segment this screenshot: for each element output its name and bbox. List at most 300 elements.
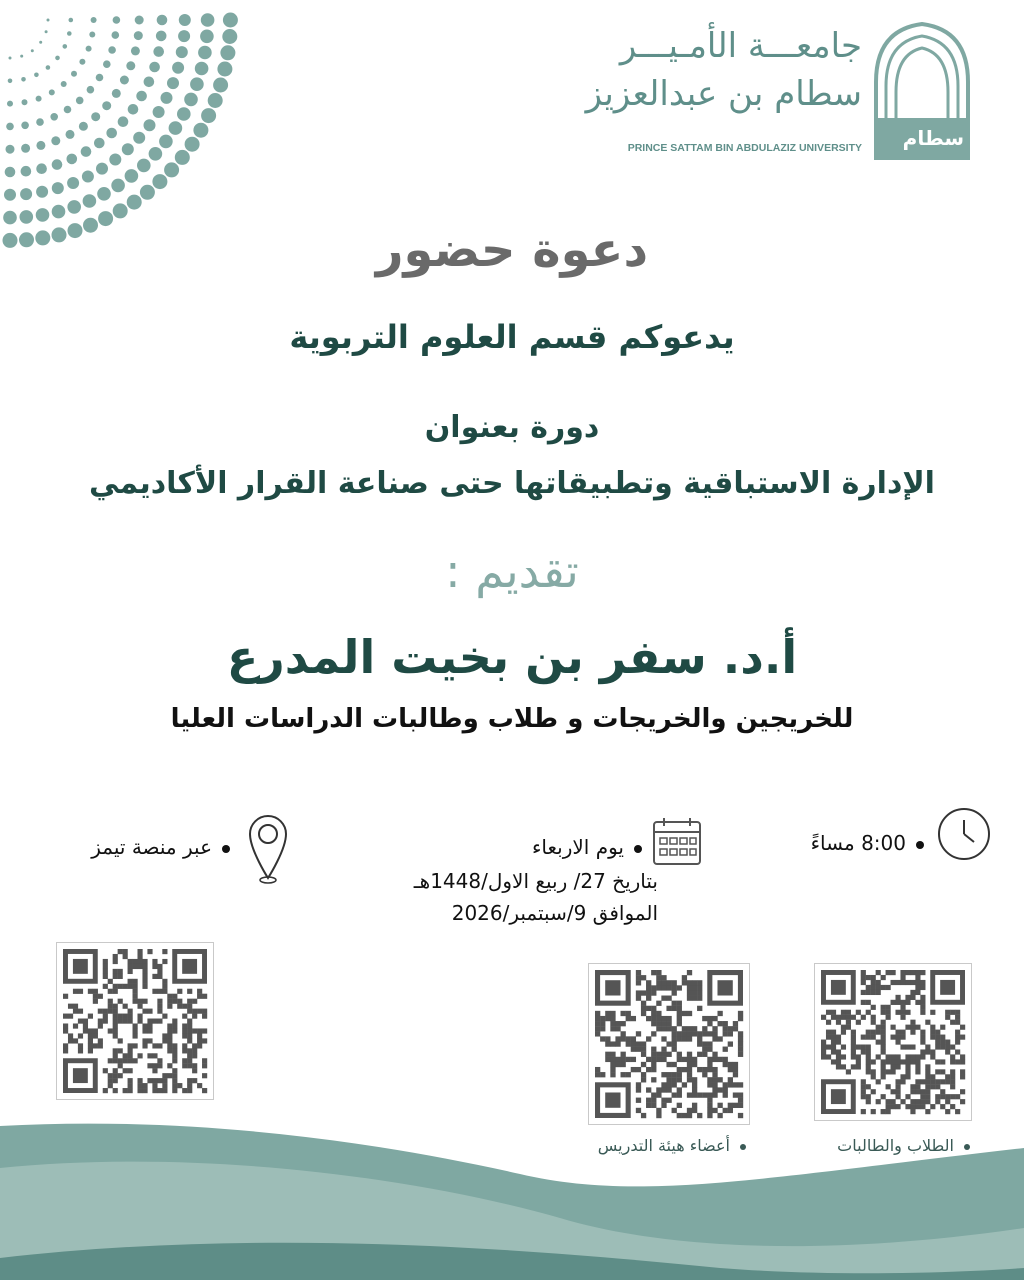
qr-module	[646, 1087, 651, 1092]
qr-module	[157, 1004, 162, 1009]
qr-module	[152, 989, 157, 994]
qr-module	[641, 1011, 646, 1016]
decorative-dot	[91, 17, 97, 23]
qr-module	[167, 999, 172, 1004]
qr-module	[900, 975, 905, 980]
decorative-dot	[112, 89, 121, 98]
qr-module	[631, 1047, 636, 1052]
qr-module	[891, 1064, 896, 1069]
qr-module	[641, 1052, 646, 1057]
decorative-dot	[120, 76, 129, 85]
qr-module	[656, 1026, 661, 1031]
qr-module	[915, 990, 920, 995]
qr-module	[133, 1028, 138, 1033]
qr-module	[172, 1019, 177, 1024]
qr-module	[666, 1006, 671, 1011]
qr-module	[187, 999, 192, 1004]
qr-module	[157, 989, 162, 994]
qr-module	[128, 1014, 133, 1019]
qr-module	[692, 1057, 697, 1062]
qr-module	[133, 1058, 138, 1063]
qr-module	[661, 1036, 666, 1041]
qr-module	[68, 1038, 73, 1043]
qr-module	[651, 1067, 656, 1072]
qr-module	[192, 1009, 197, 1014]
qr-module	[93, 1043, 98, 1048]
qr-module	[955, 1059, 960, 1064]
qr-module	[133, 979, 138, 984]
qr-module	[905, 995, 910, 1000]
qr-module	[871, 1089, 876, 1094]
qr-module	[856, 1010, 861, 1015]
bullet-icon	[634, 845, 642, 853]
qr-module	[108, 1058, 113, 1063]
qr-module	[137, 959, 142, 964]
qr-module	[905, 1064, 910, 1069]
qr-module	[651, 1016, 656, 1021]
qr-module	[162, 1078, 167, 1083]
qr-module	[940, 1035, 945, 1040]
qr-module	[905, 1094, 910, 1099]
presenter-name: أ.د. سفر بن بخيت المدرع	[226, 630, 798, 684]
qr-module	[672, 1082, 677, 1087]
qr-module	[702, 1026, 707, 1031]
qr-module	[702, 1047, 707, 1052]
qr-module	[133, 999, 138, 1004]
logo-arabic-line2: سطام بن عبدالعزيز	[585, 74, 862, 114]
qr-module	[118, 949, 123, 954]
qr-module	[826, 1035, 831, 1040]
qr-module	[626, 1016, 631, 1021]
decorative-dot	[222, 29, 237, 44]
qr-module	[157, 1058, 162, 1063]
qr-module	[133, 964, 138, 969]
qr-module	[871, 1069, 876, 1074]
qr-module	[108, 1028, 113, 1033]
qr-module	[133, 959, 138, 964]
decorative-dot	[97, 187, 111, 201]
qr-module	[142, 964, 147, 969]
qr-module	[63, 1043, 68, 1048]
qr-module	[905, 1059, 910, 1064]
qr-module	[172, 1083, 177, 1088]
qr-module	[147, 1019, 152, 1024]
qr-module	[641, 1001, 646, 1006]
qr-module	[651, 1021, 656, 1026]
qr-module	[152, 1083, 157, 1088]
qr-module	[920, 980, 925, 985]
qr-module	[945, 1015, 950, 1020]
qr-module	[846, 1010, 851, 1015]
qr-module	[157, 964, 162, 969]
qr-module	[605, 1011, 610, 1016]
qr-module	[651, 1006, 656, 1011]
qr-module	[123, 1019, 128, 1024]
qr-module	[113, 1078, 118, 1083]
qr-module	[687, 985, 692, 990]
qr-module	[905, 1054, 910, 1059]
decorative-dot	[61, 81, 67, 87]
qr-module	[661, 985, 666, 990]
qr-module	[697, 1006, 702, 1011]
qr-module	[63, 1028, 68, 1033]
qr-module	[142, 959, 147, 964]
hijri-date: بتاريخ 27/ ربيع الاول/1448هـ	[413, 869, 658, 893]
decorative-dot	[113, 203, 128, 218]
qr-module	[687, 1067, 692, 1072]
qr-module	[935, 1099, 940, 1104]
qr-module	[836, 1059, 841, 1064]
decorative-dot	[20, 188, 32, 200]
qr-module	[147, 949, 152, 954]
qr-module	[142, 1023, 147, 1028]
qr-module	[672, 1026, 677, 1031]
qr-module	[692, 990, 697, 995]
qr-module	[940, 1059, 945, 1064]
qr-code-image	[589, 964, 749, 1124]
qr-module	[728, 1067, 733, 1072]
qr-module	[605, 1052, 610, 1057]
qr-module	[63, 994, 68, 999]
qr-module	[915, 970, 920, 975]
qr-module	[88, 989, 93, 994]
decorative-dot	[67, 200, 81, 214]
qr-module	[915, 975, 920, 980]
decorative-dot	[153, 106, 165, 118]
decorative-dot	[67, 31, 72, 36]
decorative-dot	[176, 46, 188, 58]
qr-module	[172, 994, 177, 999]
qr-module	[621, 1062, 626, 1067]
qr-module	[692, 1031, 697, 1036]
qr-module	[895, 1054, 900, 1059]
qr-module	[137, 1083, 142, 1088]
decorative-dot	[201, 108, 216, 123]
qr-module	[615, 1057, 620, 1062]
qr-module	[93, 999, 98, 1004]
qr-module	[687, 1062, 692, 1067]
decorative-dot	[128, 104, 139, 115]
qr-module	[666, 1016, 671, 1021]
qr-module	[831, 1059, 836, 1064]
qr-module	[651, 1077, 656, 1082]
qr-module	[682, 1082, 687, 1087]
qr-module	[626, 1036, 631, 1041]
qr-module	[723, 1062, 728, 1067]
qr-module	[881, 1069, 886, 1074]
qr-module	[910, 1030, 915, 1035]
qr-module	[661, 1072, 666, 1077]
event-platform	[91, 832, 230, 862]
decorative-dot	[7, 101, 13, 107]
qr-module	[162, 979, 167, 984]
qr-module	[197, 1028, 202, 1033]
decorative-dot	[96, 74, 104, 82]
faculty-label-text: أعضاء هيئة التدريس	[597, 1136, 730, 1155]
qr-module	[98, 1043, 103, 1048]
qr-module	[142, 1028, 147, 1033]
qr-module	[621, 1021, 626, 1026]
decorative-dot	[36, 141, 45, 150]
decorative-dot	[201, 13, 215, 27]
qr-module	[661, 980, 666, 985]
qr-module	[636, 1098, 641, 1103]
qr-module	[656, 1011, 661, 1016]
qr-module	[920, 1005, 925, 1010]
qr-module	[841, 1015, 846, 1020]
qr-module	[113, 1009, 118, 1014]
qr-module	[118, 1073, 123, 1078]
qr-module	[167, 1033, 172, 1038]
qr-module	[712, 1082, 717, 1087]
decorative-dot	[71, 71, 77, 77]
page-title: دعوة حضور	[375, 222, 649, 278]
qr-module	[841, 1054, 846, 1059]
qr-module	[147, 1009, 152, 1014]
qr-module	[677, 1057, 682, 1062]
decorative-dot	[122, 143, 134, 155]
qr-module	[152, 1068, 157, 1073]
qr-module	[605, 1092, 620, 1107]
decorative-dot-pattern	[0, 0, 260, 260]
qr-module	[895, 1084, 900, 1089]
qr-module	[157, 969, 162, 974]
qr-module	[610, 1041, 615, 1046]
qr-module	[73, 1009, 78, 1014]
qr-module	[103, 969, 108, 974]
qr-module	[895, 1040, 900, 1045]
qr-module	[841, 1044, 846, 1049]
qr-module	[672, 1092, 677, 1097]
qr-module	[881, 1074, 886, 1079]
qr-module	[895, 1035, 900, 1040]
qr-module	[940, 1040, 945, 1045]
qr-module	[866, 1030, 871, 1035]
qr-module	[733, 1072, 738, 1077]
qr-module	[98, 1019, 103, 1024]
decorative-dot	[159, 135, 173, 149]
qr-module	[162, 1083, 167, 1088]
qr-module	[162, 1033, 167, 1038]
decorative-dot	[175, 150, 190, 165]
qr-module	[960, 1035, 965, 1040]
presenter-label: تقديم :	[445, 544, 579, 598]
qr-module	[641, 1062, 646, 1067]
qr-module	[636, 1087, 641, 1092]
qr-module	[915, 1079, 920, 1084]
qr-module	[925, 1020, 930, 1025]
qr-module	[881, 1059, 886, 1064]
qr-module	[656, 970, 661, 975]
qr-module	[636, 996, 641, 1001]
qr-module	[856, 1054, 861, 1059]
qr-module	[677, 1021, 682, 1026]
qr-module	[900, 1099, 905, 1104]
qr-module	[147, 1028, 152, 1033]
qr-module	[900, 1074, 905, 1079]
decorative-dot	[131, 46, 140, 55]
qr-module	[128, 1088, 133, 1093]
decorative-dot	[64, 106, 72, 114]
qr-module	[677, 1052, 682, 1057]
qr-module	[98, 1038, 103, 1043]
qr-module	[821, 1054, 826, 1059]
qr-module	[636, 1041, 641, 1046]
qr-module	[123, 954, 128, 959]
qr-module	[63, 1023, 68, 1028]
qr-module	[910, 1084, 915, 1089]
qr-module	[152, 959, 157, 964]
qr-module	[891, 1035, 896, 1040]
qr-module	[661, 996, 666, 1001]
qr-module	[831, 1040, 836, 1045]
qr-module	[157, 1009, 162, 1014]
students-qr-code[interactable]	[814, 963, 972, 1121]
qr-module	[851, 1049, 856, 1054]
gregorian-date: الموافق 9/سبتمبر/2026	[451, 901, 658, 925]
qr-module	[187, 1009, 192, 1014]
qr-module	[895, 1089, 900, 1094]
qr-module	[661, 975, 666, 980]
qr-module	[945, 1099, 950, 1104]
qr-module	[167, 1048, 172, 1053]
qr-module	[93, 994, 98, 999]
qr-module	[646, 980, 651, 985]
qr-module	[895, 1094, 900, 1099]
qr-module	[905, 1074, 910, 1079]
qr-module	[836, 1049, 841, 1054]
qr-module	[672, 1047, 677, 1052]
qr-module	[152, 1063, 157, 1068]
qr-module	[697, 1041, 702, 1046]
qr-module	[930, 1084, 935, 1089]
decorative-dot	[106, 128, 117, 139]
qr-module	[950, 1079, 955, 1084]
decorative-dot	[89, 32, 95, 38]
qr-module	[940, 1025, 945, 1030]
qr-module	[702, 1052, 707, 1057]
qr-module	[955, 1030, 960, 1035]
qr-module	[920, 1040, 925, 1045]
qr-module	[687, 1092, 692, 1097]
qr-module	[142, 1009, 147, 1014]
qr-module	[666, 1072, 671, 1077]
qr-module	[600, 1026, 605, 1031]
qr-module	[866, 1084, 871, 1089]
qr-module	[960, 1054, 965, 1059]
qr-module	[677, 1072, 682, 1077]
qr-module	[595, 1031, 600, 1036]
qr-module	[128, 1083, 133, 1088]
qr-module	[692, 980, 697, 985]
qr-module	[656, 1087, 661, 1092]
qr-module	[128, 984, 133, 989]
qr-module	[103, 1068, 108, 1073]
qr-module	[955, 1035, 960, 1040]
faculty-qr-code[interactable]	[588, 963, 750, 1125]
qr-module	[142, 979, 147, 984]
qr-module	[137, 999, 142, 1004]
qr-module	[187, 1053, 192, 1058]
qr-module	[831, 1044, 836, 1049]
qr-module	[83, 1023, 88, 1028]
qr-module	[733, 1092, 738, 1097]
qr-module	[687, 980, 692, 985]
teams-link-qr-code[interactable]	[56, 942, 214, 1100]
decorative-dot	[103, 60, 111, 68]
decorative-dot	[169, 121, 183, 135]
qr-module	[682, 975, 687, 980]
qr-module	[960, 1069, 965, 1074]
qr-module	[118, 1058, 123, 1063]
qr-module	[728, 1026, 733, 1031]
qr-module	[687, 996, 692, 1001]
qr-module	[677, 1067, 682, 1072]
university-logo	[585, 22, 972, 162]
decorative-dot	[140, 185, 155, 200]
decorative-dot	[156, 31, 167, 42]
qr-module	[717, 1087, 722, 1092]
qr-module	[886, 1010, 891, 1015]
qr-module	[142, 984, 147, 989]
qr-module	[68, 1033, 73, 1038]
qr-module	[202, 1038, 207, 1043]
qr-module	[661, 1047, 666, 1052]
qr-module	[702, 1041, 707, 1046]
qr-module	[861, 1094, 866, 1099]
qr-module	[641, 1072, 646, 1077]
bullet-icon	[916, 841, 924, 849]
decorative-dot	[133, 132, 145, 144]
qr-module	[631, 1041, 636, 1046]
qr-module	[167, 1063, 172, 1068]
qr-module	[677, 1031, 682, 1036]
qr-module	[861, 1084, 866, 1089]
qr-module	[152, 1078, 157, 1083]
qr-module	[910, 1054, 915, 1059]
qr-module	[118, 1063, 123, 1068]
decorative-dot	[208, 93, 223, 108]
qr-module	[905, 1010, 910, 1015]
logo-english-name: PRINCE SATTAM BIN ABDULAZIZ UNIVERSITY	[627, 142, 862, 154]
qr-module	[707, 1031, 712, 1036]
decorative-dot	[152, 174, 167, 189]
qr-module	[646, 1016, 651, 1021]
qr-module	[895, 1030, 900, 1035]
qr-module	[723, 1087, 728, 1092]
qr-code-image	[57, 943, 213, 1099]
qr-module	[920, 1094, 925, 1099]
qr-module	[826, 1054, 831, 1059]
qr-module	[666, 1077, 671, 1082]
qr-module	[113, 1073, 118, 1078]
qr-module	[821, 1040, 826, 1045]
qr-module	[73, 989, 78, 994]
qr-module	[187, 1023, 192, 1028]
decorative-dot	[167, 77, 179, 89]
qr-module	[871, 980, 876, 985]
qr-module	[646, 1057, 651, 1062]
qr-module	[202, 1058, 207, 1063]
qr-module	[881, 1005, 886, 1010]
qr-module	[610, 1062, 615, 1067]
qr-module	[172, 1023, 177, 1028]
location-pin-icon	[246, 812, 290, 886]
qr-module	[707, 1098, 712, 1103]
qr-module	[900, 980, 905, 985]
qr-module	[723, 1021, 728, 1026]
qr-module	[600, 1021, 605, 1026]
